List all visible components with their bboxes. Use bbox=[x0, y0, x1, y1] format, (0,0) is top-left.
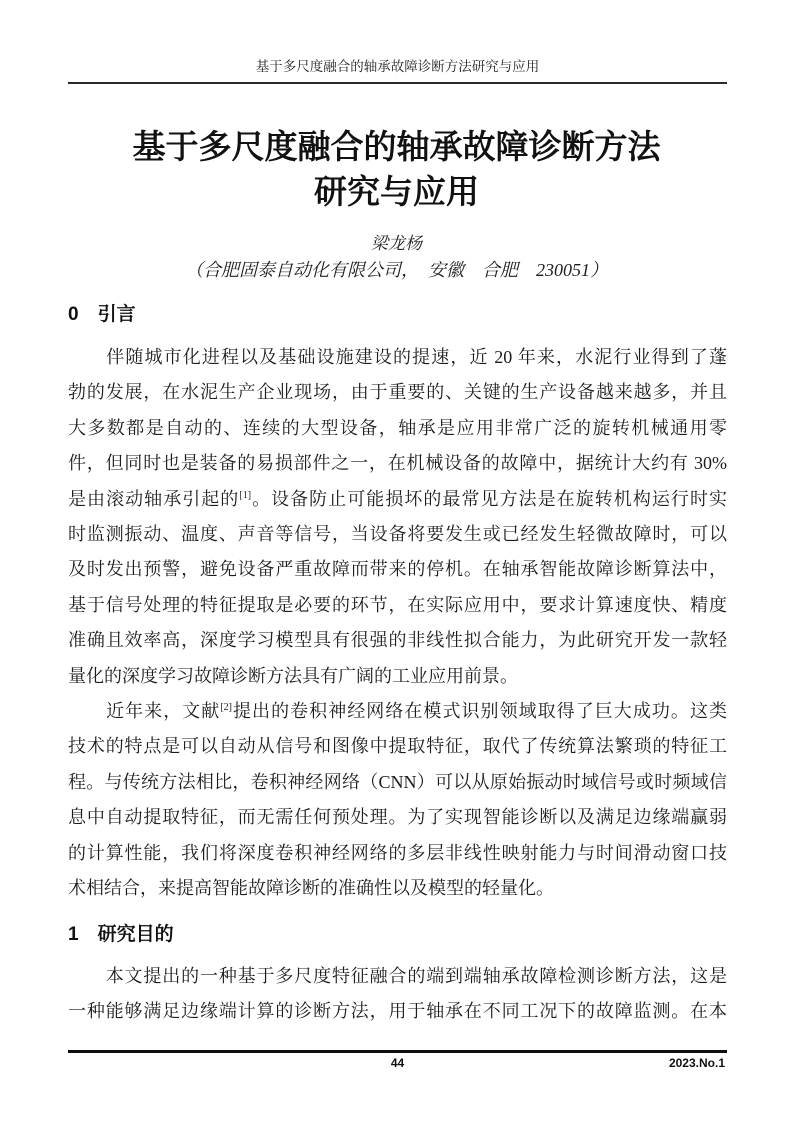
body-line: 准确且效率高，深度学习模型具有很强的非线性拟合能力，为此研究开发一款轻 bbox=[68, 630, 727, 651]
footer-row bbox=[68, 1056, 727, 1070]
page-number: 44 bbox=[390, 1056, 405, 1070]
body-column bbox=[68, 303, 727, 1029]
body-line: 勃的发展，在水泥生产企业现场，由于重要的、关键的生产设备越来越多，并且 bbox=[68, 382, 727, 403]
body-line: 大多数都是自动的、连续的大型设备，轴承是应用非常广泛的旋转机械通用零 bbox=[68, 417, 727, 438]
author-name: 梁龙杨 bbox=[371, 234, 422, 253]
body-line: 程。与传统方法相比，卷积神经网络（CNN）可以从原始振动时域信号或时频域信 bbox=[68, 771, 727, 792]
body-line: 是由滚动轴承引起的[1]。设备防止可能损坏的最常见方法是在旋转机构运行时实 bbox=[68, 488, 728, 509]
body-line: 本文提出的一种基于多尺度特征融合的端到端轴承故障检测诊断方法，这是 bbox=[68, 965, 727, 986]
body-line: 近年来，文献[2]提出的卷积神经网络在模式识别领域取得了巨大成功。这类 bbox=[68, 701, 727, 722]
body-line: 件，但同时也是装备的易损部件之一，在机械设备的故障中，据统计大约有 30% bbox=[68, 453, 727, 474]
body-line: 基于信号处理的特征提取是必要的环节，在实际应用中，要求计算速度快、精度 bbox=[68, 594, 727, 615]
body-line: 时监测振动、温度、声音等信号，当设备将要发生或已经发生轻微故障时，可以 bbox=[68, 524, 727, 545]
issue-label: 2023.No.1 bbox=[668, 1056, 725, 1070]
body-line: 技术的特点是可以自动从信号和图像中提取特征，取代了传统算法繁琐的特征工 bbox=[68, 736, 727, 757]
author-affiliation: （合肥固泰自动化有限公司， 安徽 合肥 230051） bbox=[185, 260, 608, 280]
body-line: 息中自动提取特征，而无需任何预处理。为了实现智能诊断以及满足边缘端赢弱 bbox=[68, 807, 727, 828]
body-line: 伴随城市化进程以及基础设施建设的提速，近 20 年来，水泥行业得到了蓬 bbox=[68, 347, 727, 367]
citation-ref: [1] bbox=[239, 489, 252, 501]
body-line: 量化的深度学习故障诊断方法具有广阔的工业应用前景。 bbox=[68, 665, 518, 686]
footer-rule bbox=[68, 1050, 727, 1053]
page-footer bbox=[68, 1050, 727, 1070]
paragraph bbox=[68, 340, 727, 694]
body-line: 一种能够满足边缘端计算的诊断方法，用于轴承在不同工况下的故障监测。在本 bbox=[68, 1000, 727, 1021]
paper-title bbox=[0, 126, 793, 216]
paper-title-line1: 基于多尺度融合的轴承故障诊断方法 bbox=[132, 130, 661, 166]
running-header bbox=[68, 58, 727, 84]
paragraph bbox=[68, 694, 727, 906]
header-rule bbox=[68, 82, 727, 84]
running-header-title: 基于多尺度融合的轴承故障诊断方法研究与应用 bbox=[255, 59, 540, 74]
body-line: 及时发出预警，避免设备严重故障而带来的停机。在轴承智能故障诊断算法中， bbox=[68, 559, 727, 580]
section-heading-purpose: 1 研究目的 bbox=[68, 923, 174, 945]
paper-title-line2: 研究与应用 bbox=[314, 175, 479, 211]
citation-ref: [2] bbox=[220, 702, 232, 714]
section-heading-introduction: 0 引言 bbox=[68, 304, 136, 325]
body-line: 术相结合，来提高智能故障诊断的准确性以及模型的轻量化。 bbox=[68, 878, 554, 899]
body-line: 的计算性能，我们将深度卷积神经网络的多层非线性映射能力与时间滑动窗口技 bbox=[68, 842, 727, 863]
paragraph bbox=[68, 959, 727, 1030]
